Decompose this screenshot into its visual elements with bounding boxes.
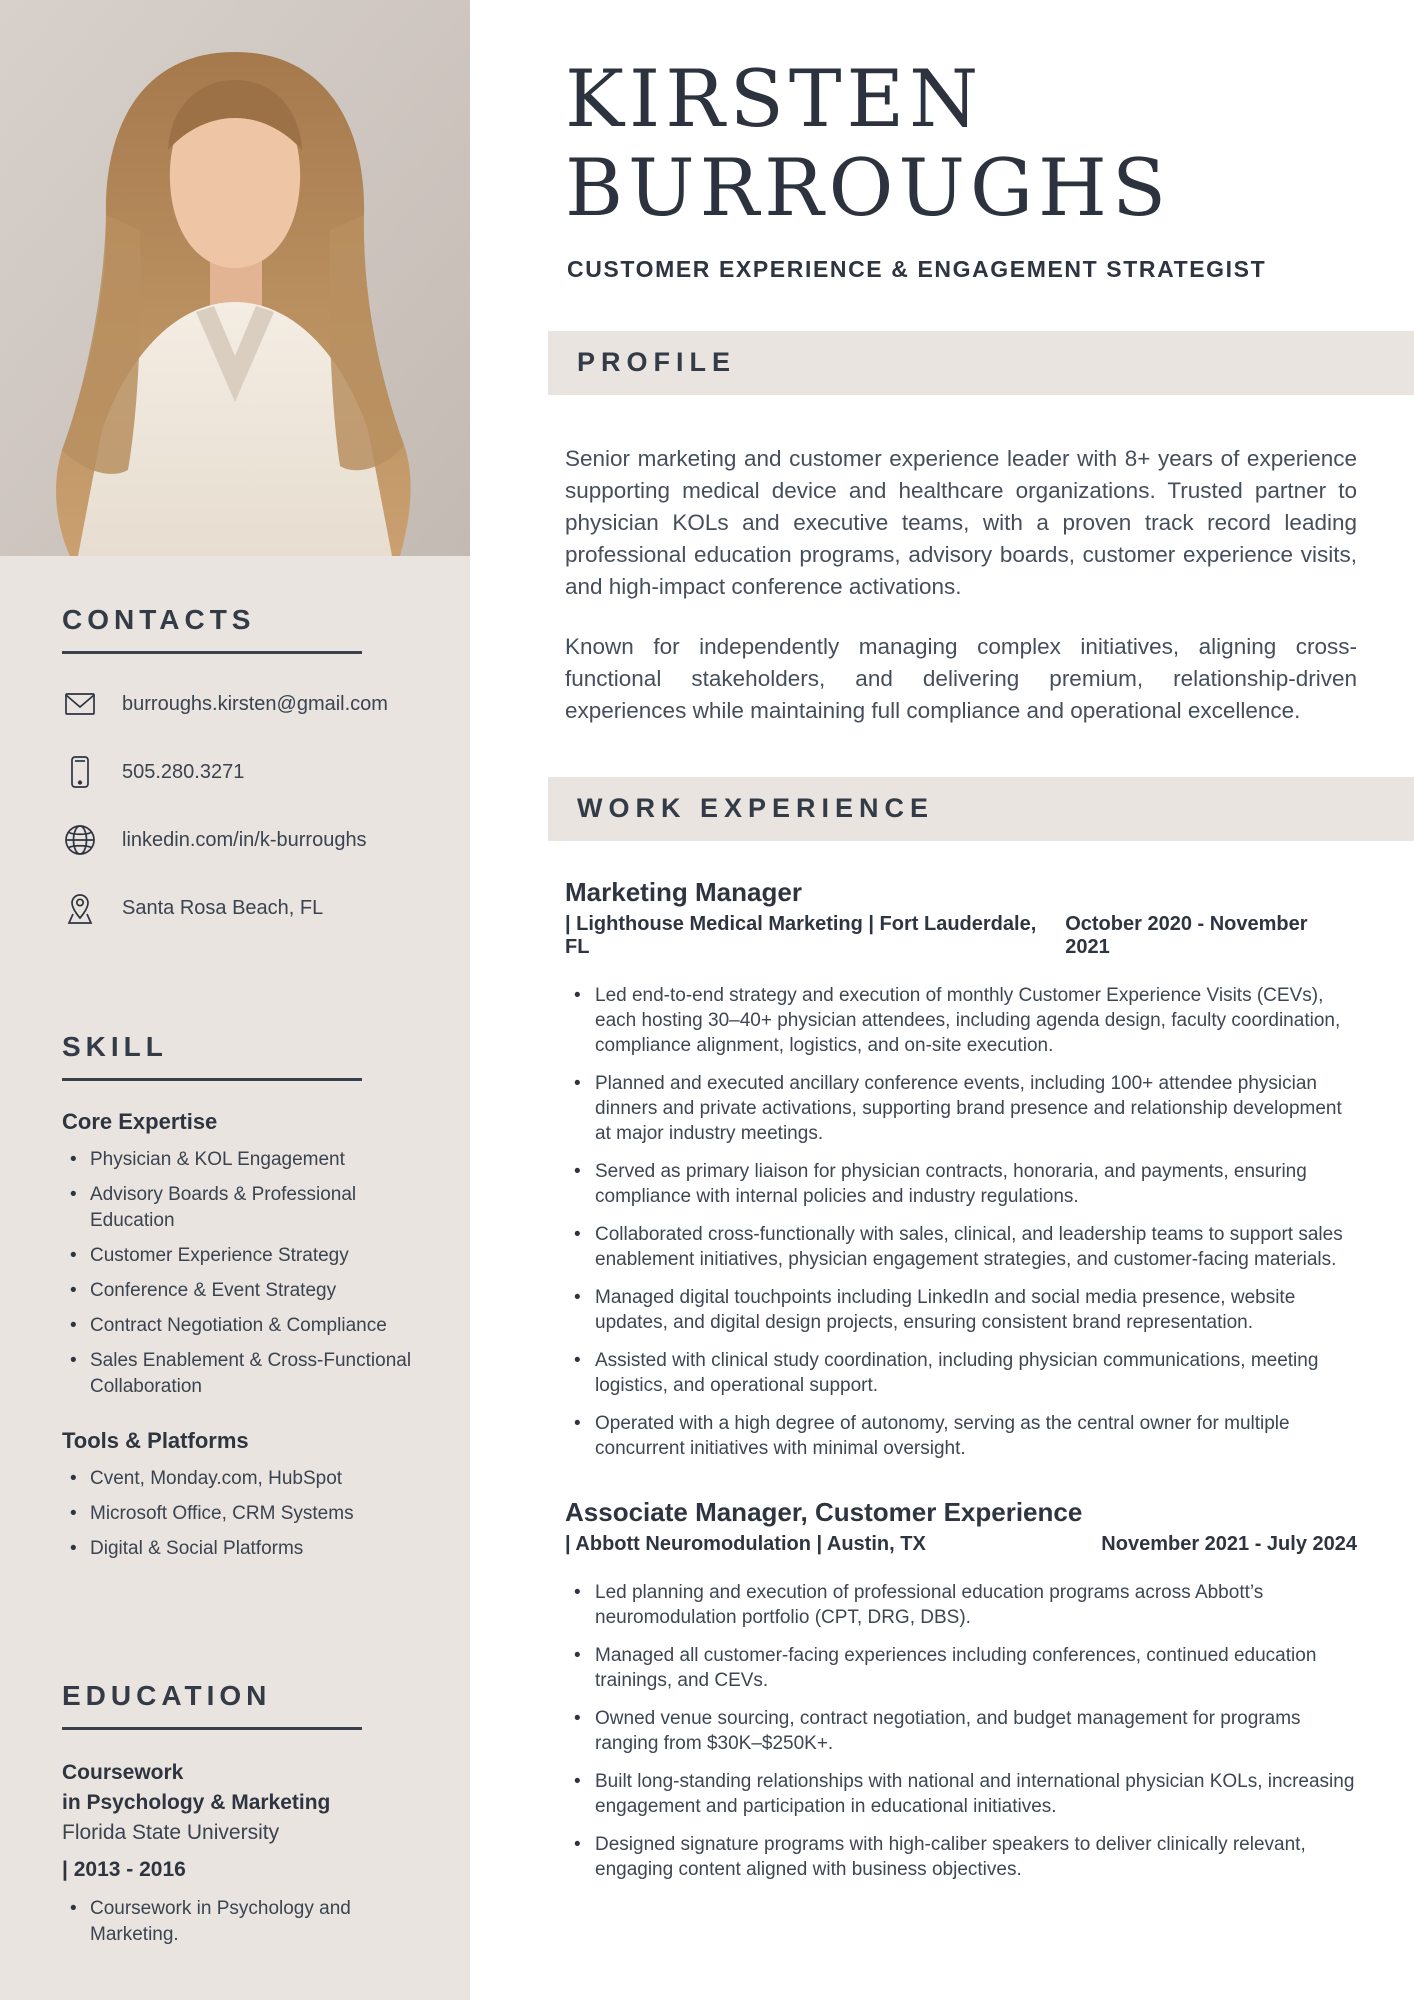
contact-email[interactable] bbox=[62, 686, 430, 722]
work-section-header bbox=[548, 777, 1414, 841]
contact-location-text: Santa Rosa Beach, FL bbox=[122, 896, 324, 919]
job-title-subtitle: CUSTOMER EXPERIENCE & ENGAGEMENT STRATEGIST bbox=[567, 255, 1267, 282]
skills-group-tools-heading: Tools & Platforms bbox=[62, 1428, 249, 1453]
skills-tools-list bbox=[62, 1466, 430, 1562]
job-bullet: • Owned venue sourcing, contract negotiation, and budget management for programs ranging from $30K–$250K+. bbox=[565, 1706, 1357, 1756]
education-heading: EDUCATION bbox=[62, 1680, 362, 1730]
contacts-heading: CONTACTS bbox=[62, 604, 362, 654]
job-bullet: • Managed all customer-facing experiences including conferences, continued education trainings, and CEVs. bbox=[565, 1643, 1357, 1693]
skill-item: • Physician & KOL Engagement bbox=[62, 1147, 430, 1173]
skill-item: • Advisory Boards & Professional Education bbox=[62, 1182, 430, 1234]
skills-section bbox=[62, 1031, 430, 1562]
job-bullet: • Built long-standing relationships with national and international physician KOLs, increasing engagement and participation in educational initiatives. bbox=[565, 1769, 1357, 1819]
profile-body bbox=[565, 443, 1357, 727]
skill-item: • Digital & Social Platforms bbox=[62, 1536, 430, 1562]
profile-paragraph: Senior marketing and customer experience leader with 8+ years of experience supporting medical device and healthcare organizations. Trusted partner to physician KOLs and executive teams, with a proven track record leading professional education programs, advisory boards, customer experience visits, and high-impact conference activations. bbox=[565, 445, 1357, 599]
job-bullet: • Assisted with clinical study coordination, including physician communications, meeting logistics, and operational support. bbox=[565, 1348, 1357, 1398]
skill-item: • Customer Experience Strategy bbox=[62, 1243, 430, 1269]
first-name: KIRSTEN bbox=[565, 53, 984, 145]
globe-icon bbox=[62, 822, 98, 858]
contacts-section bbox=[62, 604, 430, 926]
contact-linkedin-text: linkedin.com/in/k-burroughs bbox=[122, 828, 367, 851]
education-bullets bbox=[62, 1896, 430, 1948]
job-bullet: • Led end-to-end strategy and execution of monthly Customer Experience Visits (CEVs), each hosting 30–40+ physician attendees, including agenda design, faculty coordination, compliance alignment, logistics, and on-site execution. bbox=[565, 983, 1357, 1058]
job-entry-marketing-manager bbox=[565, 877, 1357, 1461]
profile-section-header bbox=[548, 331, 1414, 395]
job-dates: October 2020 - November 2021 bbox=[1065, 912, 1308, 958]
work-heading: WORK EXPERIENCE bbox=[577, 793, 935, 824]
main-column bbox=[470, 0, 1414, 2000]
job-company: | Abbott Neuromodulation | Austin, TX bbox=[565, 1532, 926, 1555]
person-name bbox=[565, 55, 1357, 234]
contact-location bbox=[62, 890, 430, 926]
job-bullet: • Planned and executed ancillary conference events, including 100+ attendee physician dinners and private activations, supporting brand presence and relationship development at major industry meetings. bbox=[565, 1071, 1357, 1146]
job-company: | Lighthouse Medical Marketing | Fort Lauderdale, FL bbox=[565, 912, 1037, 958]
education-bullet: • Coursework in Psychology and Marketing. bbox=[62, 1896, 430, 1948]
email-icon bbox=[62, 686, 98, 722]
sidebar bbox=[0, 0, 470, 2000]
job-bullets bbox=[565, 983, 1357, 1461]
job-role: Marketing Manager bbox=[565, 876, 802, 907]
education-degree: Coursework in Psychology & Marketing bbox=[62, 1761, 331, 1814]
job-bullet: • Designed signature programs with high-caliber speakers to deliver clinically relevant, engaging content aligned with business objectives. bbox=[565, 1832, 1357, 1882]
portrait-photo bbox=[0, 0, 470, 556]
contact-phone bbox=[62, 754, 430, 790]
skill-item: • Contract Negotiation & Compliance bbox=[62, 1313, 430, 1339]
location-icon bbox=[62, 890, 98, 926]
education-dates: | 2013 - 2016 bbox=[62, 1858, 186, 1881]
job-bullet: • Led planning and execution of professional education programs across Abbott’s neuromodulation portfolio (CPT, DRG, DBS). bbox=[565, 1580, 1357, 1630]
skills-group-core-heading: Core Expertise bbox=[62, 1109, 218, 1134]
contact-linkedin[interactable] bbox=[62, 822, 430, 858]
profile-heading: PROFILE bbox=[577, 347, 737, 378]
skill-item: • Sales Enablement & Cross-Functional Collaboration bbox=[62, 1348, 430, 1400]
job-bullets bbox=[565, 1580, 1357, 1882]
job-role: Associate Manager, Customer Experience bbox=[565, 1496, 1083, 1527]
contact-phone-text: 505.280.3271 bbox=[122, 760, 245, 783]
skill-item: • Conference & Event Strategy bbox=[62, 1278, 430, 1304]
contact-email-text: burroughs.kirsten@gmail.com bbox=[122, 692, 388, 715]
education-section bbox=[62, 1680, 430, 1948]
profile-paragraph: Known for independently managing complex initiatives, aligning cross-functional stakeholders, and delivering premium, relationship-driven experiences while maintaining full compliance and operational excellence. bbox=[565, 633, 1357, 723]
skills-core-list bbox=[62, 1147, 430, 1400]
job-bullet: • Managed digital touchpoints including LinkedIn and social media presence, website updates, and digital design projects, ensuring consistent brand representation. bbox=[565, 1285, 1357, 1335]
last-name: BURROUGHS bbox=[565, 142, 1172, 235]
skills-heading: SKILL bbox=[62, 1031, 362, 1081]
job-bullet: • Collaborated cross-functionally with sales, clinical, and leadership teams to support sales enablement initiatives, physician engagement strategies, and customer-facing materials. bbox=[565, 1222, 1357, 1272]
skill-item: • Microsoft Office, CRM Systems bbox=[62, 1501, 430, 1527]
phone-icon bbox=[62, 754, 98, 790]
job-bullet: • Served as primary liaison for physician contracts, honoraria, and payments, ensuring compliance with internal policies and industry regulations. bbox=[565, 1159, 1357, 1209]
education-school: Florida State University bbox=[62, 1821, 280, 1844]
job-bullet: • Operated with a high degree of autonomy, serving as the central owner for multiple concurrent initiatives with minimal oversight. bbox=[565, 1411, 1357, 1461]
job-entry-associate-manager bbox=[565, 1497, 1357, 1882]
job-dates: November 2021 - July 2024 bbox=[1101, 1532, 1357, 1555]
skill-item: • Cvent, Monday.com, HubSpot bbox=[62, 1466, 430, 1492]
